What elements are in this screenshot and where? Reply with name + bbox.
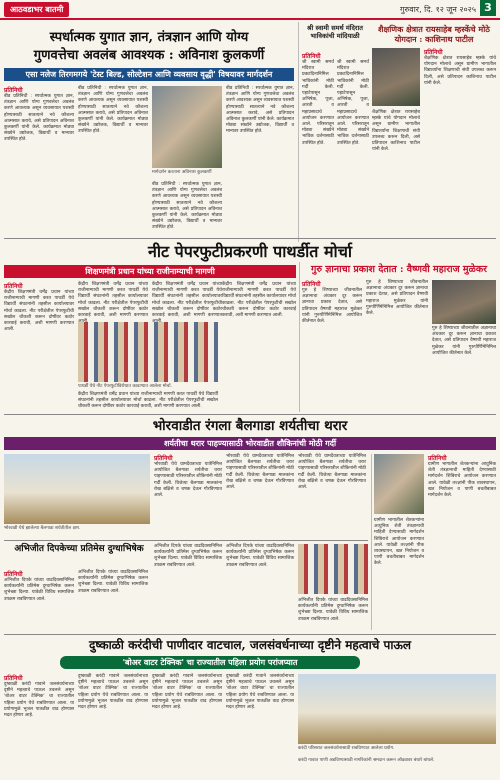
guru-headline[interactable]: गुरु ज्ञानाचा प्रकाश देतात : वैष्णवी महाराज मुळेकर [310,264,488,275]
masthead-date: गुरुवार, दि. १२ जून २०२५ [400,5,476,14]
education-text-col2: शैक्षणिक क्षेत्रात रायसाहेब म्हस्के यांचे योगदान मोलाचे असून ग्रामीण भागातील विद्यार्थ्यांना शिक्षणाची संधी उपलब्ध करून दिली, असे प्रतिपादन काशिनाथ पाटील यांनी केले. [424,56,496,86]
education-text-col1: शैक्षणिक क्षेत्रात रायसाहेब म्हस्के यांचे योगदान मोलाचे असून ग्रामीण भागातील विद्यार्थ्यांना शिक्षणाची संधी उपलब्ध करून दिली, असे प्रतिपादन काशिनाथ पाटील यांनी केले. [372,110,420,153]
bottom-headline[interactable]: दुष्काळी करंदीची पाणीदार वाटचाल, जलसंवर्धनाच्या दृष्टीने महत्वाचे पाऊल [88,638,411,652]
page-number: 3 [480,0,496,16]
lead-text-col3: बीड प्रतिनिधी : स्पर्धात्मक युगात ज्ञान, तंत्रज्ञान आणि योग्य गुणवत्तेचा अवलंब करणे आवश्यक असून व्यवसायात यशस्वी होण्यासाठी सातत्याने नवे कौशल्य आत्मसात करावे, असे प्रतिपादन अविनाश कुलकर्णी यांनी केले. कार्यक्रमात मोठ्या संख्येने उद्योजक, विद्यार्थी व मान्यवर उपस्थित होते. [152,182,222,231]
neet-text-col3: केंद्रीय शिक्षणमंत्री धर्मेंद्र प्रधान यांच्या राजीनाम्याची मागणी करत पाथर्डी येथे विद्यार्थी संघटनांनी तहसील कार्यालयावर मोर्चा काढला. नीट परीक्षेतील पेपरफुटीची सखोल चौकशी करून दोषींवर कठोर कारवाई करावी, अशी मागणी करण्यात आली. [152,282,222,325]
bottom-kicker: 'बोअर वाटर टेक्निक' चा राज्यातील पहिला प्रयोग परांजप्यात [60,656,360,669]
lead-headline-line2[interactable]: गुणवत्तेचा अवलंब आवश्यक : अविनाश कुलकर्णी [33,48,265,63]
dairy-text-col4: अभिजीत दिपके यांच्या वाढदिवसानिमित्त कार्यकर्त्यांनी प्रतिमेस दुग्धाभिषेक करून शुभेच्छा दिल्या. यावेळी विविध सामाजिक उपक्रम राबविण्यात आले. [226,544,294,568]
guru-photo [432,280,496,324]
lead-kicker: एसा नलेज तिरगमगये 'टेस्ट बिल्ड, सोल्टेशन आणि व्यवसाय वृद्धी' विषयावर मार्गदर्शन [4,68,294,81]
bottom-text-col2: दुष्काळी करंदी गावाने जलसंवर्धनाच्या दृष्टीने महत्वाचे पाऊल उचलले असून 'बोअर वाटर टेक्निक' चा राज्यातील पहिला प्रयोग येथे राबविण्यात आला. या प्रयोगामुळे भूजल पातळीत वाढ होण्यास मदत होणार आहे. [78,674,148,711]
neet-text-bottom: केंद्रीय शिक्षणमंत्री धर्मेंद्र प्रधान यांच्या राजीनाम्याची मागणी करत पाथर्डी येथे विद्यार्थी संघटनांनी तहसील कार्यालयावर मोर्चा काढला. नीट परीक्षेतील पेपरफुटीची सखोल चौकशी करून दोषींवर कठोर कारवाई करावी, अशी मागणी करण्यात आली. [78,392,218,410]
temple-text-col1: श्री स्वामी समर्थ मंदिरात प्रकटदिनानिमित्त भाविकांनी मोठी गर्दी केली. पहाटेपासून अभिषेक, पूजा, आरती व महाप्रसादाचे आयोजन करण्यात आले. परिसरातून मोठ्या संख्येने भाविक दर्शनासाठी उपस्थित होते. [302,60,334,146]
column-divider [299,262,300,412]
footer-note: करंदी गावात पाणी अडविण्यासाठी नागरिकांनी श्रमदान करून ओढ्यावर बंधारे बांधले. [298,758,435,763]
dairy-text-col3: अभिजीत दिपके यांच्या वाढदिवसानिमित्त कार्यकर्त्यांनी प्रतिमेस दुग्धाभिषेक करून शुभेच्छा दिल्या. यावेळी विविध सामाजिक उपक्रम राबविण्यात आले. [154,544,222,568]
column-divider [371,454,372,630]
lead-photo [152,86,222,168]
right-column-text-col2: ग्रामीण भागातील शेतकऱ्यांना आधुनिक शेती तंत्रज्ञानाची माहिती देण्यासाठी मार्गदर्शन शिबिराचे आयोजन करण्यात आले. यावेळी तज्ज्ञांनी पीक व्यवस्थापन, खत नियोजन व पाणी बचतीबाबत मार्गदर्शन केले. [428,462,496,499]
bottom-text-col1: दुष्काळी करंदी गावाने जलसंवर्धनाच्या दृष्टीने महत्वाचे पाऊल उचलले असून 'बोअर वाटर टेक्निक' चा राज्यातील पहिला प्रयोग येथे राबविण्यात आला. या प्रयोगामुळे भूजल पातळीत वाढ होण्यास मदत होणार आहे. [4,682,74,719]
bullock-text-col1: भोरवाडी येथे ग्रामदैवताच्या यात्रेनिमित्त आयोजित बैलगाडा शर्यतीचा थरार पाहण्यासाठी परिसरातील शौकिनांनी मोठी गर्दी केली. विजेत्या बैलगाडा मालकांना रोख बक्षिसे व चषक देऊन गौरविण्यात आले. [154,462,222,499]
section-rule [4,238,496,239]
temple-byline: प्रतिनिधी [302,53,321,60]
guru-text-col1: गुरु हे शिष्याच्या जीवनातील अज्ञानाचा अंधकार दूर करून ज्ञानाचा प्रकाश देतात, असे प्रतिपादन वैष्णवी महाराज मुळेकर यांनी गुरुपौर्णिमेनिमित्त आयोजित कीर्तनात केले. [302,288,362,325]
education-headline[interactable]: शैक्षणिक क्षेत्रात रायसाहेब म्हस्केंचे मोठे योगदान : काशिनाथ पाटील [378,24,490,44]
bottom-photo-caption: करंदी परिसरात जलसंवर्धनासाठी राबविण्यात आलेला प्रयोग. [298,746,395,751]
dairy-text-col5: अभिजीत दिपके यांच्या वाढदिवसानिमित्त कार्यकर्त्यांनी प्रतिमेस दुग्धाभिषेक करून शुभेच्छा दिल्या. यावेळी विविध सामाजिक उपक्रम राबविण्यात आले. [298,598,368,622]
bullock-text-col2: भोरवाडी येथे ग्रामदैवताच्या यात्रेनिमित्त आयोजित बैलगाडा शर्यतीचा थरार पाहण्यासाठी परिसरातील शौकिनांनी मोठी गर्दी केली. विजेत्या बैलगाडा मालकांना रोख बक्षिसे व चषक देऊन गौरविण्यात आले. [226,454,294,491]
bullock-byline: प्रतिनिधी [154,455,173,462]
neet-text-col1: केंद्रीय शिक्षणमंत्री धर्मेंद्र प्रधान यांच्या राजीनाम्याची मागणी करत पाथर्डी येथे विद्यार्थी संघटनांनी तहसील कार्यालयावर मोर्चा काढला. नीट परीक्षेतील पेपरफुटीची सखोल चौकशी करून दोषींवर कठोर कारवाई करावी, अशी मागणी करण्यात आली. [4,290,74,333]
bullock-photo-caption: भोरवाडी येथे झालेल्या बैलगाडा शर्यतीतील क्षण. [4,526,81,531]
lead-text-col4: बीड प्रतिनिधी : स्पर्धात्मक युगात ज्ञान, तंत्रज्ञान आणि योग्य गुणवत्तेचा अवलंब करणे आवश्यक असून व्यवसायात यशस्वी होण्यासाठी सातत्याने नवे कौशल्य आत्मसात करावे, असे प्रतिपादन अविनाश कुलकर्णी यांनी केले. कार्यक्रमात मोठ्या संख्येने उद्योजक, विद्यार्थी व मान्यवर उपस्थित होते. [226,86,295,135]
section-rule [4,540,368,541]
lead-byline: प्रतिनिधी [4,87,23,94]
education-byline: प्रतिनिधी [424,49,443,56]
guru-text-col3: गुरु हे शिष्याच्या जीवनातील अज्ञानाचा अंधकार दूर करून ज्ञानाचा प्रकाश देतात, असे प्रतिपादन वैष्णवी महाराज मुळेकर यांनी गुरुपौर्णिमेनिमित्त आयोजित कीर्तनात केले. [432,326,496,356]
bullock-headline[interactable]: भोरवाडीत रंगला बैलगाडा शर्यतीचा थरार [152,418,348,434]
right-column-photo [374,454,424,514]
bullock-photo [4,454,150,524]
section-rule [4,414,496,415]
lead-text-col1: बीड प्रतिनिधी : स्पर्धात्मक युगात ज्ञान, तंत्रज्ञान आणि योग्य गुणवत्तेचा अवलंब करणे आवश्यक असून व्यवसायात यशस्वी होण्यासाठी सातत्याने नवे कौशल्य आत्मसात करावे, असे प्रतिपादन अविनाश कुलकर्णी यांनी केले. कार्यक्रमात मोठ्या संख्येने उद्योजक, विद्यार्थी व मान्यवर उपस्थित होते. [4,94,74,143]
neet-kicker: शिक्षणमंत्री प्रधान यांच्या राजीनाम्याची मागणी [4,265,296,278]
neet-byline: प्रतिनिधी [4,283,23,290]
lead-text-col2: बीड प्रतिनिधी : स्पर्धात्मक युगात ज्ञान, तंत्रज्ञान आणि योग्य गुणवत्तेचा अवलंब करणे आवश्यक असून व्यवसायात यशस्वी होण्यासाठी सातत्याने नवे कौशल्य आत्मसात करावे, असे प्रतिपादन अविनाश कुलकर्णी यांनी केले. कार्यक्रमात मोठ्या संख्येने उद्योजक, विद्यार्थी व मान्यवर उपस्थित होते. [78,86,148,135]
neet-photo [78,322,218,382]
bullock-kicker: शर्यतीचा थरार पाहण्यासाठी भोरवाडीत शौकिनांची मोठी गर्दी [4,437,496,450]
bottom-text-col3: दुष्काळी करंदी गावाने जलसंवर्धनाच्या दृष्टीने महत्वाचे पाऊल उचलले असून 'बोअर वाटर टेक्निक' चा राज्यातील पहिला प्रयोग येथे राबविण्यात आला. या प्रयोगामुळे भूजल पातळीत वाढ होण्यास मदत होणार आहे. [152,674,222,711]
bullock-text-col3: भोरवाडी येथे ग्रामदैवताच्या यात्रेनिमित्त आयोजित बैलगाडा शर्यतीचा थरार पाहण्यासाठी परिसरातील शौकिनांनी मोठी गर्दी केली. विजेत्या बैलगाडा मालकांना रोख बक्षिसे व चषक देऊन गौरविण्यात आले. [298,454,366,491]
guru-byline: प्रतिनिधी [302,281,321,288]
right-column-text-col1: ग्रामीण भागातील शेतकऱ्यांना आधुनिक शेती तंत्रज्ञानाची माहिती देण्यासाठी मार्गदर्शन शिबिराचे आयोजन करण्यात आले. यावेळी तज्ज्ञांनी पीक व्यवस्थापन, खत नियोजन व पाणी बचतीबाबत मार्गदर्शन केले. [374,518,424,567]
section-rule [4,634,496,635]
neet-text-col4: केंद्रीय शिक्षणमंत्री धर्मेंद्र प्रधान यांच्या राजीनाम्याची मागणी करत पाथर्डी येथे विद्यार्थी संघटनांनी तहसील कार्यालयावर मोर्चा काढला. नीट परीक्षेतील पेपरफुटीची सखोल चौकशी करून दोषींवर कठोर कारवाई करावी, अशी मागणी करण्यात आली. [222,282,296,319]
dairy-byline: प्रतिनिधी [4,571,23,578]
bottom-text-col4: दुष्काळी करंदी गावाने जलसंवर्धनाच्या दृष्टीने महत्वाचे पाऊल उचलले असून 'बोअर वाटर टेक्निक' चा राज्यातील पहिला प्रयोग येथे राबविण्यात आला. या प्रयोगामुळे भूजल पातळीत वाढ होण्यास मदत होणार आहे. [226,674,294,711]
education-photo [372,48,420,106]
dairy-headline[interactable]: अभिजीत दिपकेच्या प्रतिमेस दुग्धाभिषेक [14,544,144,554]
neet-text-col2: केंद्रीय शिक्षणमंत्री धर्मेंद्र प्रधान यांच्या राजीनाम्याची मागणी करत पाथर्डी येथे विद्यार्थी संघटनांनी तहसील कार्यालयावर मोर्चा काढला. नीट परीक्षेतील पेपरफुटीची सखोल चौकशी करून दोषींवर कठोर कारवाई करावी, अशी मागणी करण्यात [78,282,148,319]
dairy-text-col1: अभिजीत दिपके यांच्या वाढदिवसानिमित्त कार्यकर्त्यांनी प्रतिमेस दुग्धाभिषेक करून शुभेच्छा दिल्या. यावेळी विविध सामाजिक उपक्रम राबविण्यात आले. [4,578,74,602]
temple-headline[interactable]: श्री स्वामी समर्थ मंदिरात भाविकांची मांदियाळी [307,24,363,40]
lead-headline-line1[interactable]: स्पर्धात्मक युगात ज्ञान, तंत्रज्ञान आणि योग्य [49,30,249,45]
temple-text-col2: श्री स्वामी समर्थ मंदिरात प्रकटदिनानिमित्त भाविकांनी मोठी गर्दी केली. पहाटेपासून अभिषेक, पूजा, आरती व महाप्रसादाचे आयोजन करण्यात आले. परिसरातून मोठ्या संख्येने भाविक दर्शनासाठी उपस्थित होते. [337,60,369,146]
dairy-photo [298,544,368,594]
bottom-byline: प्रतिनिधी [4,675,23,682]
neet-photo-caption: पाथर्डी येथे नीट पेपरफुटीविरोधात काढण्यात आलेला मोर्चा. [78,384,173,389]
column-divider [298,22,299,242]
lead-photo-caption: मार्गदर्शन करताना अविनाश कुलकर्णी [152,170,212,175]
bottom-photo [298,674,496,744]
neet-headline[interactable]: नीट पेपरफुटीप्रकरणी पाथर्डीत मोर्चा [147,242,352,261]
masthead-logo[interactable]: आठवडाभर बातमी [4,2,69,17]
dairy-text-col2: अभिजीत दिपके यांच्या वाढदिवसानिमित्त कार्यकर्त्यांनी प्रतिमेस दुग्धाभिषेक करून शुभेच्छा दिल्या. यावेळी विविध सामाजिक उपक्रम राबविण्यात आले. [78,570,148,594]
right-column-byline: प्रतिनिधी [428,455,447,462]
guru-text-col2: गुरु हे शिष्याच्या जीवनातील अज्ञानाचा अंधकार दूर करून ज्ञानाचा प्रकाश देतात, असे प्रतिपादन वैष्णवी महाराज मुळेकर यांनी गुरुपौर्णिमेनिमित्त आयोजित कीर्तनात केले. [366,280,428,317]
